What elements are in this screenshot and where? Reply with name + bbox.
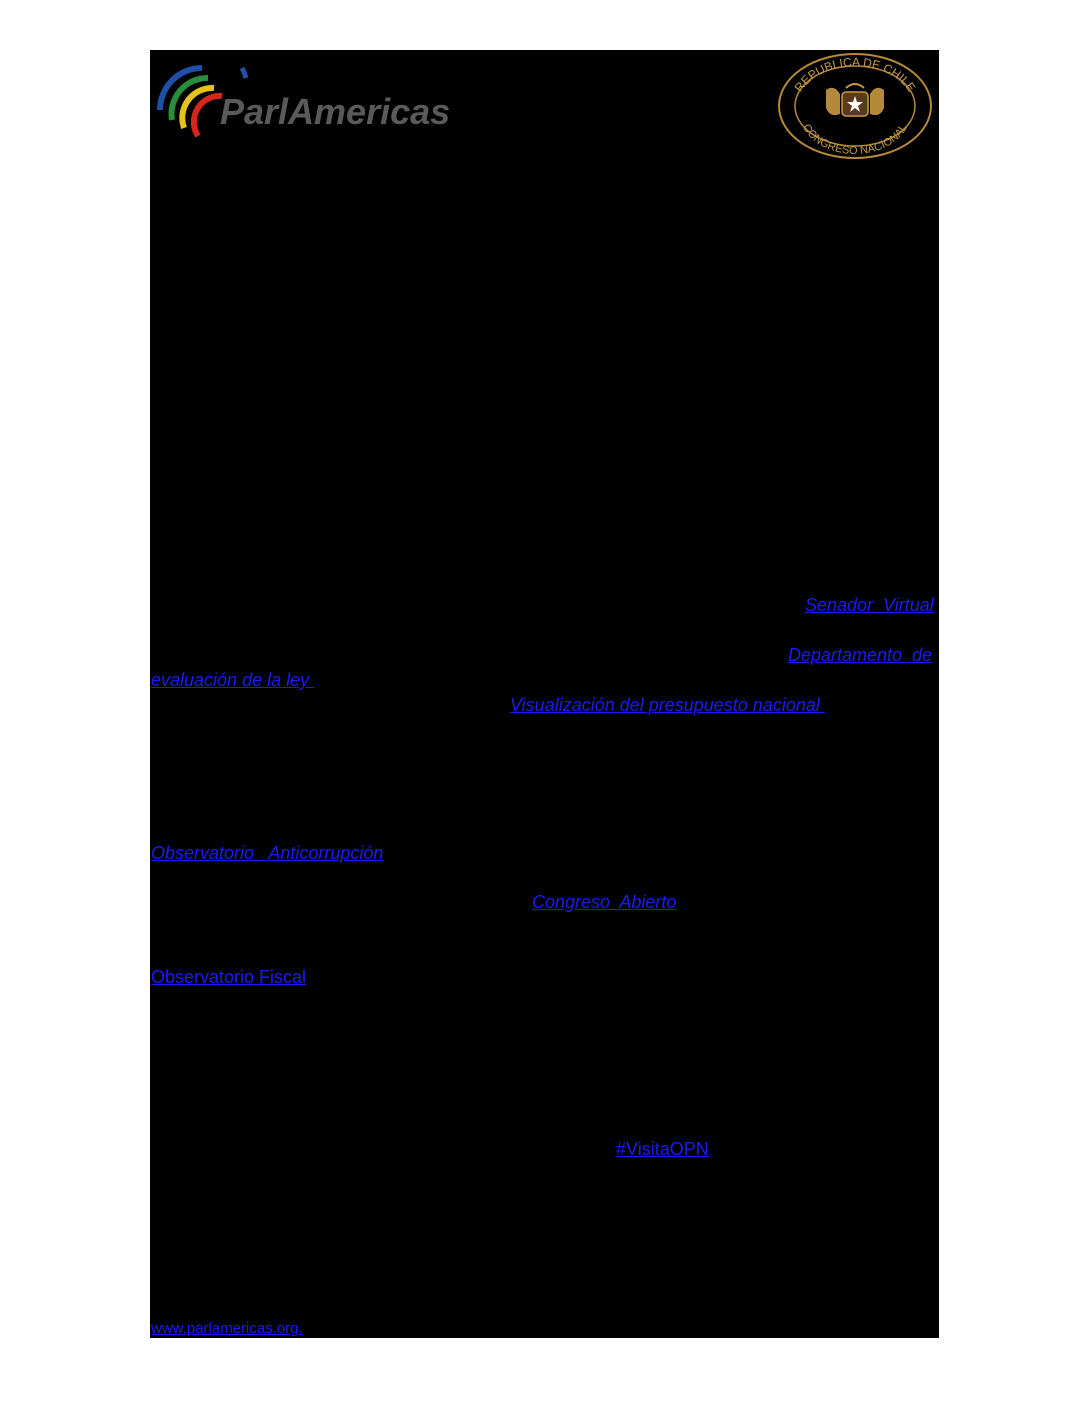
website-link[interactable]: www.parlamericas.org. [151, 1320, 303, 1337]
parlamericas-logo [150, 58, 490, 148]
visita-opn-link[interactable]: #VisitaOPN [616, 1139, 709, 1159]
visualizacion-presupuesto-link[interactable]: Visualización del presupuesto nacional [510, 695, 825, 715]
observatorio-fiscal-link[interactable]: Observatorio Fiscal [151, 967, 307, 987]
evaluacion-de-la-ley-link[interactable]: evaluación de la ley [151, 670, 315, 690]
senador-virtual-link[interactable]: Senador Virtual [805, 595, 934, 615]
svg-text:CONGRESO NACIONAL: CONGRESO NACIONAL [800, 122, 910, 158]
congreso-nacional-seal [776, 52, 934, 160]
svg-text:ParlAmericas: ParlAmericas [220, 91, 451, 132]
document-page [150, 50, 939, 1338]
observatorio-anticorrupcion-link[interactable]: Observatorio Anticorrupción [151, 843, 384, 863]
svg-text:REPUBLICA DE CHILE: REPUBLICA DE CHILE [791, 54, 919, 95]
congreso-abierto-link[interactable]: Congreso Abierto [532, 892, 677, 912]
departamento-de-link[interactable]: Departamento de [788, 645, 933, 665]
